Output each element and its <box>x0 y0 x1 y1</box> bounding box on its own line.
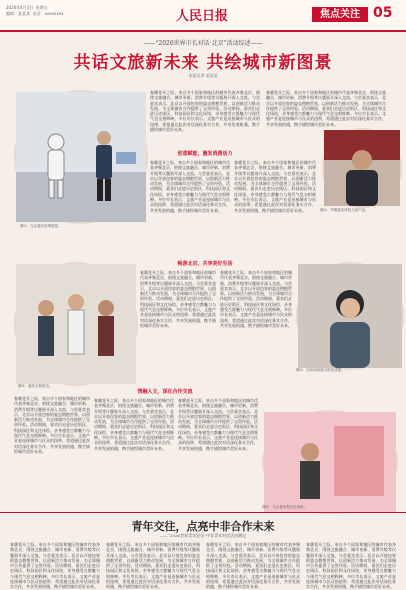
subhead-1: 创意赋能，激发消费活力 <box>177 151 233 157</box>
caption-4: 图④：活动现场展示科技成果。 <box>296 368 345 372</box>
body-column-4: 春暖花开之际，来自多个国家和地区的城市代表齐聚北京，围绕文旅融合、城市更新、消费升级等议题展开深入交流。与会嘉宾表示，北京以开放包容的姿态拥抱世界，以创新活力推动发展，为全球城市合作提供了宝贵经验。活动期间，嘉宾们走进历史街区、科技园区和文化场馆，亲身感受古都魅力与现代气息交相辉映。多位市长表示，文旅产业是连接城市与民众的纽带，希望通过此次对话深化务实合作，共享发展机遇，携手描绘城市美好未来。 <box>234 160 316 213</box>
section-label: 焦点关注 <box>312 7 368 22</box>
caption-2: 图②：外籍嘉宾体验文创产品。 <box>320 208 369 212</box>
body-column-8: 春暖花开之际，来自多个国家和地区的城市代表齐聚北京，围绕文旅融合、城市更新、消费升级等议题展开深入交流。与会嘉宾表示，北京以开放包容的姿态拥抱世界，以创新活力推动发展，为全球城市合作提供了宝贵经验。活动期间，嘉宾们走进历史街区、科技园区和文化场馆，亲身感受古都魅力与现代气息交相辉映。多位市长表示，文旅产业是连接城市与民众的纽带，希望通过此次对话深化务实合作，共享发展机遇，携手描绘城市美好未来。 <box>94 398 174 451</box>
caption-3: 图③：嘉宾合影留念。 <box>18 384 53 388</box>
body-column-7: 春暖花开之际，来自多个国家和地区的城市代表齐聚北京，围绕文旅融合、城市更新、消费升级等议题展开深入交流。与会嘉宾表示，北京以开放包容的姿态拥抱世界，以创新活力推动发展，为全球城市合作提供了宝贵经验。活动期间，嘉宾们走进历史街区、科技园区和文化场馆，亲身感受古都魅力与现代气息交相辉映。多位市长表示，文旅产业是连接城市与民众的纽带，希望通过此次对话深化务实合作，共享发展机遇，携手描绘城市美好未来。 <box>14 396 90 454</box>
body-column-2: 春暖花开之际，来自多个国家和地区的城市代表齐聚北京，围绕文旅融合、城市更新、消费升级等议题展开深入交流。与会嘉宾表示，北京以开放包容的姿态拥抱世界，以创新活力推动发展，为全球城市合作提供了宝贵经验。活动期间，嘉宾们走进历史街区、科技园区和文化场馆，亲身感受古都魅力与现代气息交相辉映。多位市长表示，文旅产业是连接城市与民众的纽带，希望通过此次对话深化务实合作，共享发展机遇，携手描绘城市美好未来。 <box>266 90 386 127</box>
body-column-5: 春暖花开之际，来自多个国家和地区的城市代表齐聚北京，围绕文旅融合、城市更新、消费升级等议题展开深入交流。与会嘉宾表示，北京以开放包容的姿态拥抱世界，以创新活力推动发展，为全球城市合作提供了宝贵经验。活动期间，嘉宾们走进历史街区、科技园区和文化场馆，亲身感受古都魅力与现代气息交相辉映。多位市长表示，文旅产业是连接城市与民众的纽带，希望通过此次对话深化务实合作，共享发展机遇，携手描绘城市美好未来。 <box>140 270 216 328</box>
photo-delegate-illustration <box>324 130 400 206</box>
bottom-subhead: ——“2026世界青年论坛”中非青年对话活动侧记 <box>159 533 247 538</box>
bottom-column-3: 春暖花开之际，来自多个国家和地区的城市代表齐聚北京，围绕文旅融合、城市更新、消费升级等议题展开深入交流。与会嘉宾表示，北京以开放包容的姿态拥抱世界，以创新活力推动发展，为全球城市合作提供了宝贵经验。活动期间，嘉宾们走进历史街区、科技园区和文化场馆，亲身感受古都魅力与现代气息交相辉映。多位市长表示，文旅产业是连接城市与民众的纽带，希望通过此次对话深化务实合作，共享发展机遇，携手描绘城市美好未来。 <box>206 542 300 590</box>
bottom-column-4: 春暖花开之际，来自多个国家和地区的城市代表齐聚北京，围绕文旅融合、城市更新、消费升级等议题展开深入交流。与会嘉宾表示，北京以开放包容的姿态拥抱世界，以创新活力推动发展，为全球城市合作提供了宝贵经验。活动期间，嘉宾们走进历史街区、科技园区和文化场馆，亲身感受古都魅力与现代气息交相辉映。多位市长表示，文旅产业是连接城市与民众的纽带，希望通过此次对话深化务实合作，共享发展机遇，携手描绘城市美好未来。 <box>306 542 396 590</box>
photo-delegate <box>322 128 402 208</box>
subhead-3: 情融人文，深化合作交流 <box>137 389 193 395</box>
photo-visitor <box>296 262 404 370</box>
newspaper-logo: 人民日报 <box>176 9 229 24</box>
caption-5: 图⑤：与会者参观文化场馆。 <box>262 505 308 509</box>
photo-robots-exhibit <box>14 90 148 224</box>
photo-group-illustration <box>16 264 136 384</box>
page-number: 05 <box>373 5 393 21</box>
subhead-2: 畅游北京，共享美好生活 <box>177 261 233 267</box>
masthead <box>0 0 406 32</box>
photo-visitor-illustration <box>298 264 402 368</box>
body-column-3: 春暖花开之际，来自多个国家和地区的城市代表齐聚北京，围绕文旅融合、城市更新、消费升级等议题展开深入交流。与会嘉宾表示，北京以开放包容的姿态拥抱世界，以创新活力推动发展，为全球城市合作提供了宝贵经验。活动期间，嘉宾们走进历史街区、科技园区和文化场馆，亲身感受古都魅力与现代气息交相辉映。多位市长表示，文旅产业是连接城市与民众的纽带，希望通过此次对话深化务实合作，共享发展机遇，携手描绘城市美好未来。 <box>150 160 230 213</box>
section-divider <box>0 512 406 513</box>
photo-group <box>14 262 138 386</box>
bottom-column-1: 春暖花开之际，来自多个国家和地区的城市代表齐聚北京，围绕文旅融合、城市更新、消费升级等议题展开深入交流。与会嘉宾表示，北京以开放包容的姿态拥抱世界，以创新活力推动发展，为全球城市合作提供了宝贵经验。活动期间，嘉宾们走进历史街区、科技园区和文化场馆，亲身感受古都魅力与现代气息交相辉映。多位市长表示，文旅产业是连接城市与民众的纽带，希望通过此次对话深化务实合作，共享发展机遇，携手描绘城市美好未来。 <box>10 542 100 590</box>
article-byline: 本报记者 某某某 <box>188 73 218 78</box>
bottom-column-2: 春暖花开之际，来自多个国家和地区的城市代表齐聚北京，围绕文旅融合、城市更新、消费升级等议题展开深入交流。与会嘉宾表示，北京以开放包容的姿态拥抱世界，以创新活力推动发展，为全球城市合作提供了宝贵经验。活动期间，嘉宾们走进历史街区、科技园区和文化场馆，亲身感受古都魅力与现代气息交相辉映。多位市长表示，文旅产业是连接城市与民众的纽带，希望通过此次对话深化务实合作，共享发展机遇，携手描绘城市美好未来。 <box>106 542 200 590</box>
photo-heritage <box>262 410 398 514</box>
body-column-1: 春暖花开之际，来自多个国家和地区的城市代表齐聚北京，围绕文旅融合、城市更新、消费升级等议题展开深入交流。与会嘉宾表示，北京以开放包容的姿态拥抱世界，以创新活力推动发展，为全球城市合作提供了宝贵经验。活动期间，嘉宾们走进历史街区、科技园区和文化场馆，亲身感受古都魅力与现代气息交相辉映。多位市长表示，文旅产业是连接城市与民众的纽带，希望通过此次对话深化务实合作，共享发展机遇，携手描绘城市美好未来。 <box>150 90 260 133</box>
photo-robots-illustration <box>16 92 146 222</box>
body-column-6: 春暖花开之际，来自多个国家和地区的城市代表齐聚北京，围绕文旅融合、城市更新、消费升级等议题展开深入交流。与会嘉宾表示，北京以开放包容的姿态拥抱世界，以创新活力推动发展，为全球城市合作提供了宝贵经验。活动期间，嘉宾们走进历史街区、科技园区和文化场馆，亲身感受古都魅力与现代气息交相辉映。多位市长表示，文旅产业是连接城市与民众的纽带，希望通过此次对话深化务实合作，共享发展机遇，携手描绘城市美好未来。 <box>220 270 292 328</box>
caption-1: 图①：与会嘉宾参观展览。 <box>20 224 62 228</box>
article-kicker: ——“2026世界市长对话·北京”活动综述—— <box>143 40 263 47</box>
photo-heritage-illustration <box>264 412 396 512</box>
article-headline: 共话文旅新未来 共绘城市新图景 <box>73 53 333 73</box>
body-column-9: 春暖花开之际，来自多个国家和地区的城市代表齐聚北京，围绕文旅融合、城市更新、消费升级等议题展开深入交流。与会嘉宾表示，北京以开放包容的姿态拥抱世界，以创新活力推动发展，为全球城市合作提供了宝贵经验。活动期间，嘉宾们走进历史街区、科技园区和文化场馆，亲身感受古都魅力与现代气息交相辉映。多位市长表示，文旅产业是连接城市与民众的纽带，希望通过此次对话深化务实合作，共享发展机遇，携手描绘城市美好未来。 <box>178 398 258 451</box>
dateline: 2026年4月3日 星期五 编辑：某某某 电话：xxxxxxxx <box>6 5 64 16</box>
bottom-headline: 青年交往，点亮中非合作未来 <box>131 520 275 533</box>
